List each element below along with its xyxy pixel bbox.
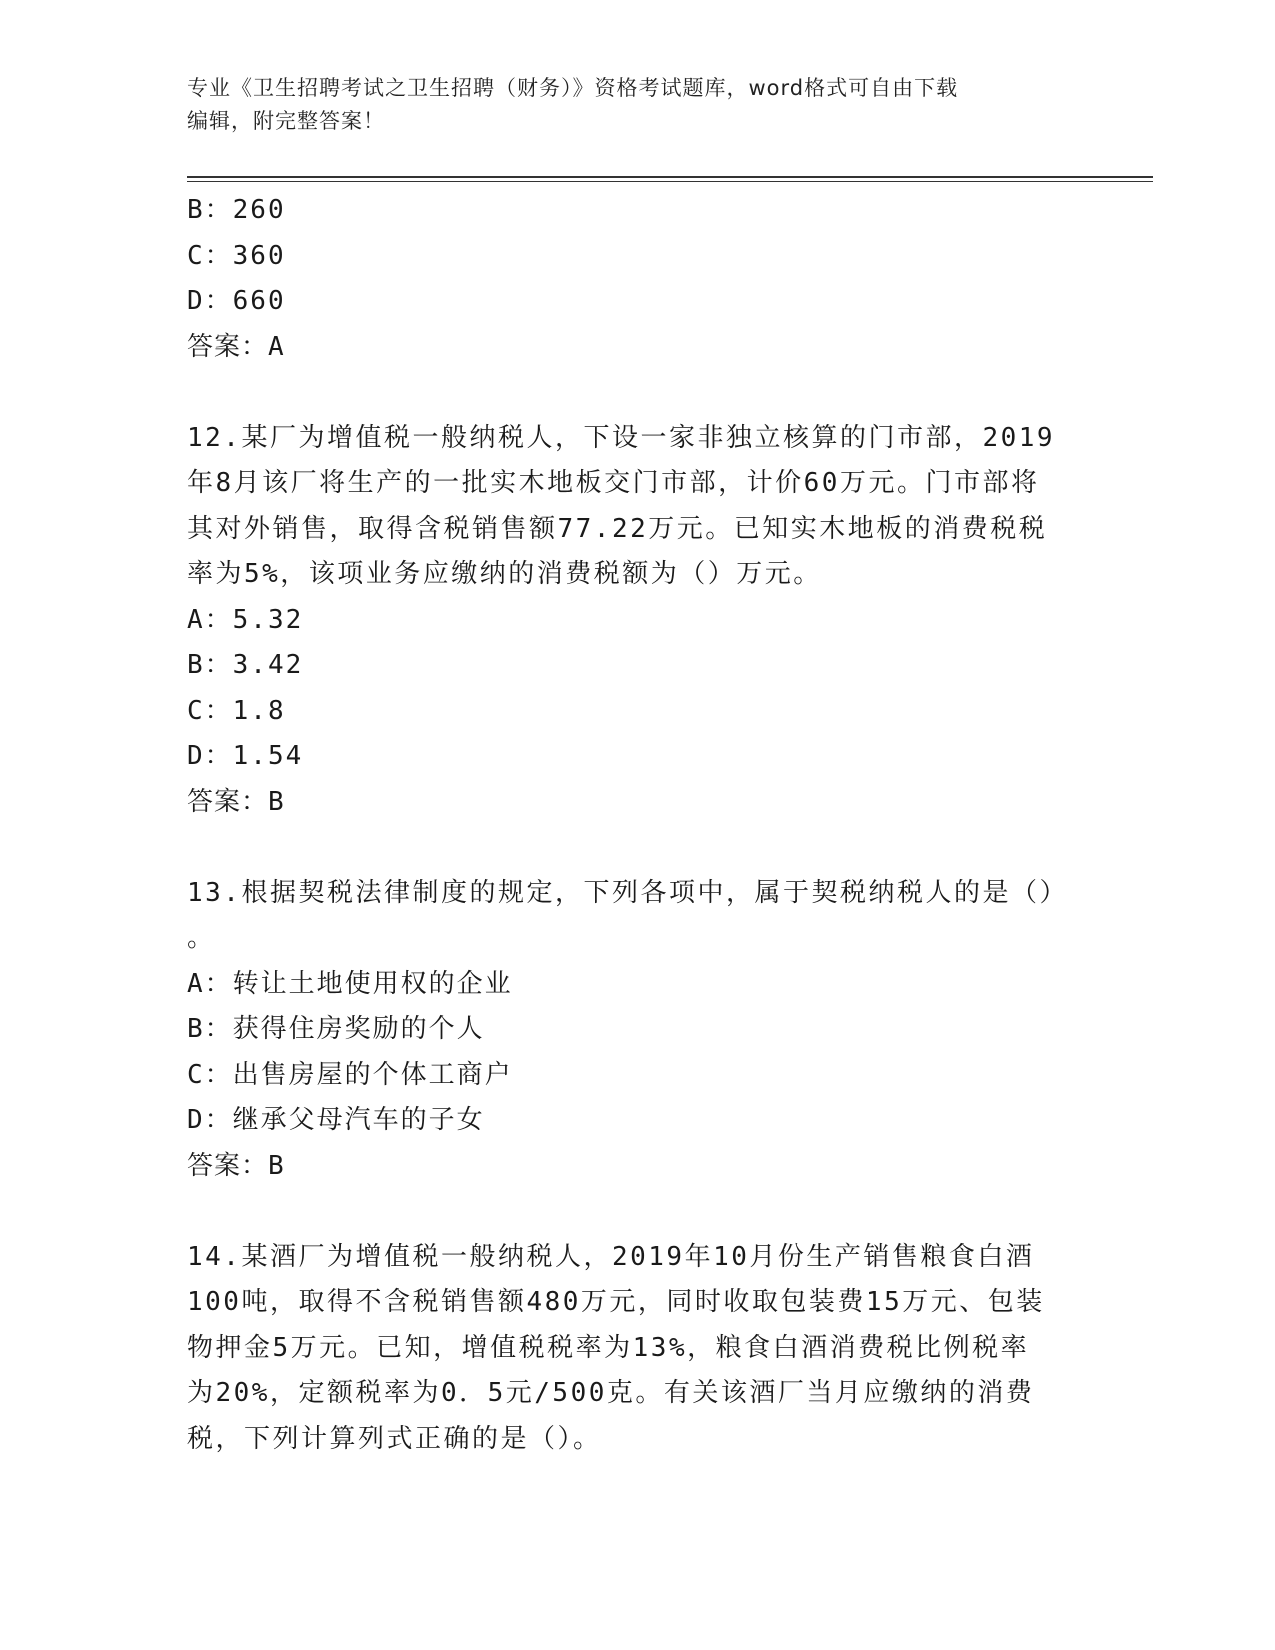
answer-line	[187, 1144, 1087, 1190]
question-stem	[187, 416, 1087, 598]
question-13	[187, 871, 1087, 1190]
stem-line: 为20%，定额税率为0．5元/500克。有关该酒厂当月应缴纳的消费	[187, 1378, 1035, 1408]
question-list	[187, 188, 1087, 1462]
stem-line: 率为5%，该项业务应缴纳的消费税额为（）万元。	[187, 559, 822, 589]
option-a: A：5.32	[187, 604, 304, 635]
option-b: B：3.42	[187, 650, 304, 680]
option-d: D：继承父母汽车的子女	[187, 1105, 485, 1135]
question-stem	[187, 871, 1087, 962]
option-d: D：660	[187, 286, 286, 316]
header-line-2: 编辑，附完整答案！	[187, 109, 385, 133]
stem-line: 。	[187, 923, 216, 953]
option-d: D：1.54	[187, 741, 304, 771]
header-rule	[187, 176, 1153, 178]
option-c: C：1.8	[187, 695, 286, 726]
answer-key: B	[268, 786, 285, 817]
option-a: A：转让土地使用权的企业	[187, 968, 513, 999]
stem-line: 14.某酒厂为增值税一般纳税人，2019年10月份生产销售粮食白酒	[187, 1241, 1035, 1272]
option-c: C：360	[187, 240, 286, 271]
stem-line: 物押金5万元。已知，增值税税率为13%，粮食白酒消费税比例税率	[187, 1332, 1030, 1363]
answer-label: 答案：	[187, 331, 269, 362]
stem-line: 年8月该厂将生产的一批实木地板交门市部，计价60万元。门市部将	[187, 468, 1040, 498]
option-c: C：出售房屋的个体工商户	[187, 1059, 513, 1090]
stem-line: 税，下列计算列式正确的是（）。	[187, 1423, 602, 1454]
answer-label: 答案：	[187, 1150, 269, 1181]
page-header	[187, 72, 1067, 138]
option-b: B：260	[187, 195, 286, 225]
answer-key: B	[268, 1150, 285, 1181]
answer-label: 答案：	[187, 786, 269, 817]
stem-line: 其对外销售，取得含税销售额77.22万元。已知实木地板的消费税税	[187, 513, 1048, 544]
spacer	[187, 1189, 1087, 1235]
spacer	[187, 370, 1087, 416]
header-rule-thin	[187, 181, 1153, 182]
question-14	[187, 1235, 1087, 1463]
answer-line	[187, 325, 1087, 371]
answer-line	[187, 780, 1087, 826]
question-12	[187, 416, 1087, 826]
answer-key: A	[268, 331, 285, 362]
question-11-tail	[187, 188, 1087, 370]
stem-line: 12.某厂为增值税一般纳税人，下设一家非独立核算的门市部，2019	[187, 422, 1056, 453]
question-stem	[187, 1235, 1087, 1463]
stem-line: 100吨，取得不含税销售额480万元，同时收取包装费15万元、包装	[187, 1287, 1045, 1317]
header-line-1: 专业《卫生招聘考试之卫生招聘（财务）》资格考试题库，word格式可自由下载	[187, 76, 959, 100]
stem-line: 13.根据契税法律制度的规定，下列各项中，属于契税纳税人的是（）	[187, 877, 1068, 908]
option-b: B：获得住房奖励的个人	[187, 1014, 485, 1044]
spacer	[187, 825, 1087, 871]
